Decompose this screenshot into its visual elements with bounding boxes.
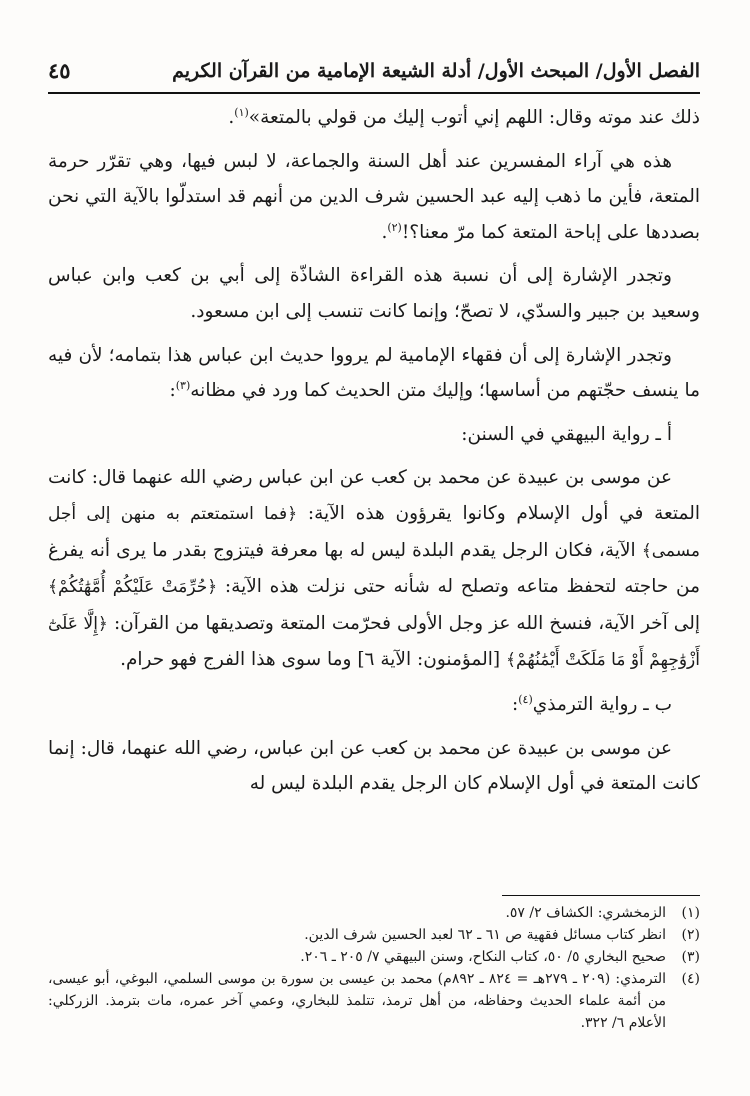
running-title: الفصل الأول/ المبحث الأول/ أدلة الشيعة الإمامية من القرآن الكريم (172, 60, 700, 82)
footnote-number: (٣) (681, 949, 700, 965)
footnote-text: الترمذي: (٢٠٩ ـ ٢٧٩هـ = ٨٢٤ ـ ٨٩٢م) محمد بن عيسى بن سورة بن موسى السلمي، البوغي، أبو عيسى، من أئمة علماء الحديث وحفاظه، من أهل ترمذ، تتلمذ للبخاري، وعمي آخر عمره، مات بترمذ. الزركلي: الأعلام ٦/ ٣٢٢. (48, 971, 666, 1031)
page-number: ٤٥ (48, 58, 71, 83)
footnote-3 (48, 946, 700, 968)
footnote-text: انظر كتاب مسائل فقهية ص ٦١ ـ ٦٢ لعبد الحسين شرف الدين. (304, 927, 666, 943)
header-rule (48, 92, 700, 94)
footnote-4 (48, 968, 700, 1034)
paragraph-3: وتجدر الإشارة إلى أن نسبة هذه القراءة الشاذّة إلى أبي بن كعب وابن عباس وسعيد بن جبير والسدّي، لا تصحّ؛ وإنما كانت تنسب إلى ابن مسعود. (48, 265, 700, 322)
footnotes (48, 902, 700, 1034)
footnote-1 (48, 902, 700, 924)
footnote-rule (502, 895, 700, 896)
subheading-a: أ ـ رواية البيهقي في السنن: (461, 423, 672, 445)
footnote-ref-4[interactable]: (٤) (518, 692, 533, 706)
footnote-text: الزمخشري: الكشاف ٢/ ٥٧. (505, 905, 666, 921)
quran-verse-2: ﴿حُرِّمَتْ عَلَيْكُمْ أُمَّهَٰتُكُمْ﴾ (48, 577, 218, 598)
page-header (48, 58, 700, 88)
footnote-number: (٢) (681, 927, 700, 943)
subheading-b: ب ـ رواية الترمذي$^{(٤)}$: (512, 692, 672, 715)
paragraph-5: عن موسى بن عبيدة عن محمد بن كعب عن ابن عباس رضي الله عنهما قال: كانت المتعة في أول الإسلام وكانوا يقرؤون هذه الآية: ﴿فما استمتعتم به منهن إلى أجل مسمى﴾ الآية، فكان الرجل يقدم البلدة ليس له بها معرفة فيتزوج بقدر ما يرى أنه يفرغ من حاجته لتحفظ متاعه وتصلح له شأنه حتى نزلت هذه الآية: ﴿حُرِّمَتْ عَلَيْكُمْ أُمَّهَٰتُكُمْ﴾ إلى آخر الآية، فنسخ الله عز وجل الأولى فحرّمت المتعة وتصديقها من القرآن: ﴿إِلَّا عَلَىٰٓ أَزْوَٰجِهِمْ أَوْ مَا مَلَكَتْ أَيْمَٰنُهُمْ﴾ [المؤمنون: الآية ٦] وما سوى هذا الفرج فهو حرام. (48, 467, 700, 671)
footnote-2 (48, 924, 700, 946)
footnote-text: صحيح البخاري ٥/ ٥٠، كتاب النكاح، وسنن البيهقي ٧/ ٢٠٥ ـ ٢٠٦. (300, 949, 666, 965)
paragraph-4: وتجدر الإشارة إلى أن فقهاء الإمامية لم يرووا حديث ابن عباس هذا بتمامه؛ لأن فيه ما ينسف حجّتهم من أساسها؛ وإليك متن الحديث كما ورد في مظانه$^{(٣)}$: (48, 344, 700, 402)
footnote-number: (٤) (681, 971, 700, 987)
quran-verse-3: ﴿إِلَّا عَلَىٰٓ أَزْوَٰجِهِمْ أَوْ مَا مَلَكَتْ أَيْمَٰنُهُمْ﴾ (48, 613, 700, 671)
footnote-ref-3[interactable]: (٣) (175, 379, 191, 392)
footnote-number: (١) (681, 905, 700, 921)
paragraph-6: عن موسى بن عبيدة عن محمد بن كعب عن ابن عباس، رضي الله عنهما، قال: إنما كانت المتعة في أول الإسلام كان الرجل يقدم البلدة ليس له (48, 737, 700, 795)
footnote-ref-1[interactable]: (١) (234, 105, 249, 119)
body-text (48, 100, 700, 810)
paragraph-1: ذلك عند موته وقال: اللهم إني أتوب إليك من قولي بالمتعة»$^{(١)}$. (228, 105, 700, 128)
quran-verse-1: ﴿فما استمتعتم به منهن إلى أجل مسمى﴾ (48, 503, 700, 561)
paragraph-2: هذه هي آراء المفسرين عند أهل السنة والجماعة، لا لبس فيها، وهي تقرّر حرمة المتعة، فأين ما ذهب إليه عبد الحسين شرف الدين من أنهم قد استدلّوا بالآية التي نحن بصددها على إباحة المتعة كما مرّ معنا؟!$^{(٢)}$. (48, 150, 700, 243)
footnote-ref-2[interactable]: (٢) (387, 220, 402, 234)
